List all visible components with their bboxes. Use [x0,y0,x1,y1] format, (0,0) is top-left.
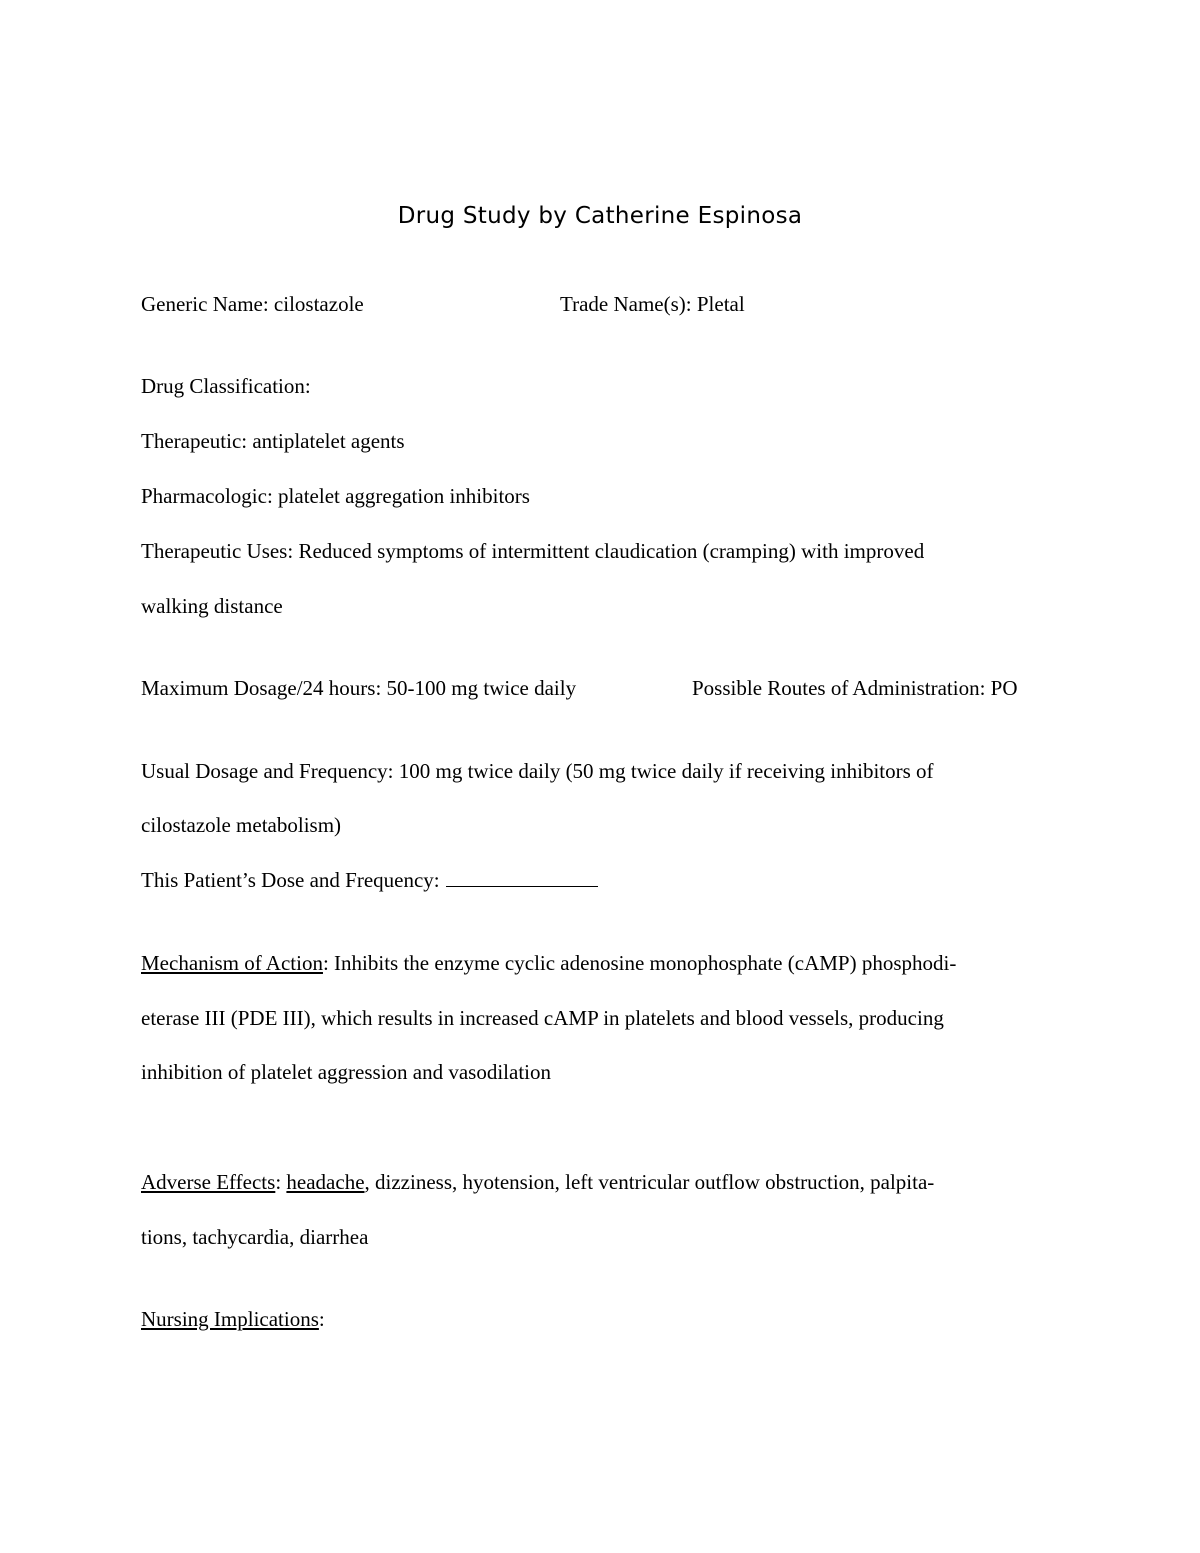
therapeutic-uses-line1: Therapeutic Uses: Reduced symptoms of intermittent claudication (cramping) with improved [141,539,925,563]
nursing-row [141,1305,325,1333]
max-dosage: Maximum Dosage/24 hours: 50-100 mg twice daily [141,676,577,700]
generic-name: Generic Name: cilostazole [141,292,364,316]
mechanism-label: Mechanism of Action [141,951,323,975]
adverse-text-1: , dizziness, hyotension, left ventricular outflow obstruction, palpita- [364,1170,935,1194]
trade-names: Trade Name(s): Pletal [560,292,745,316]
nursing-label: Nursing Implications [141,1307,319,1331]
classification-heading: Drug Classification: [141,374,311,398]
therapeutic-class: Therapeutic: antiplatelet agents [141,429,405,453]
adverse-first: headache [286,1170,365,1194]
usual-dosage-line2: cilostazole metabolism) [141,813,342,837]
nursing-colon: : [318,1307,325,1331]
patient-dose-label: This Patient’s Dose and Frequency: [141,868,440,892]
adverse-sep: : [275,1170,287,1194]
usual-dosage-line1: Usual Dosage and Frequency: 100 mg twice daily (50 mg twice daily if receiving inhibitors of [141,759,934,783]
mechanism-line1 [141,949,956,977]
adverse-line1 [141,1168,934,1196]
therapeutic-uses-line2: walking distance [141,594,283,618]
routes-of-administration: Possible Routes of Administration: PO [692,676,1018,700]
adverse-label: Adverse Effects [141,1170,276,1194]
mechanism-line2: eterase III (PDE III), which results in increased cAMP in platelets and blood vessels, producing [141,1006,944,1030]
document-title: Drug Study by Catherine Espinosa [397,203,803,229]
mechanism-text-1: : Inhibits the enzyme cyclic adenosine monophosphate (cAMP) phosphodi- [322,951,957,975]
mechanism-line3: inhibition of platelet aggression and vasodilation [141,1060,552,1084]
adverse-line2: tions, tachycardia, diarrhea [141,1225,369,1249]
patient-dose-row [141,866,598,894]
pharmacologic-class: Pharmacologic: platelet aggregation inhibitors [141,484,530,508]
patient-dose-blank [446,866,598,887]
